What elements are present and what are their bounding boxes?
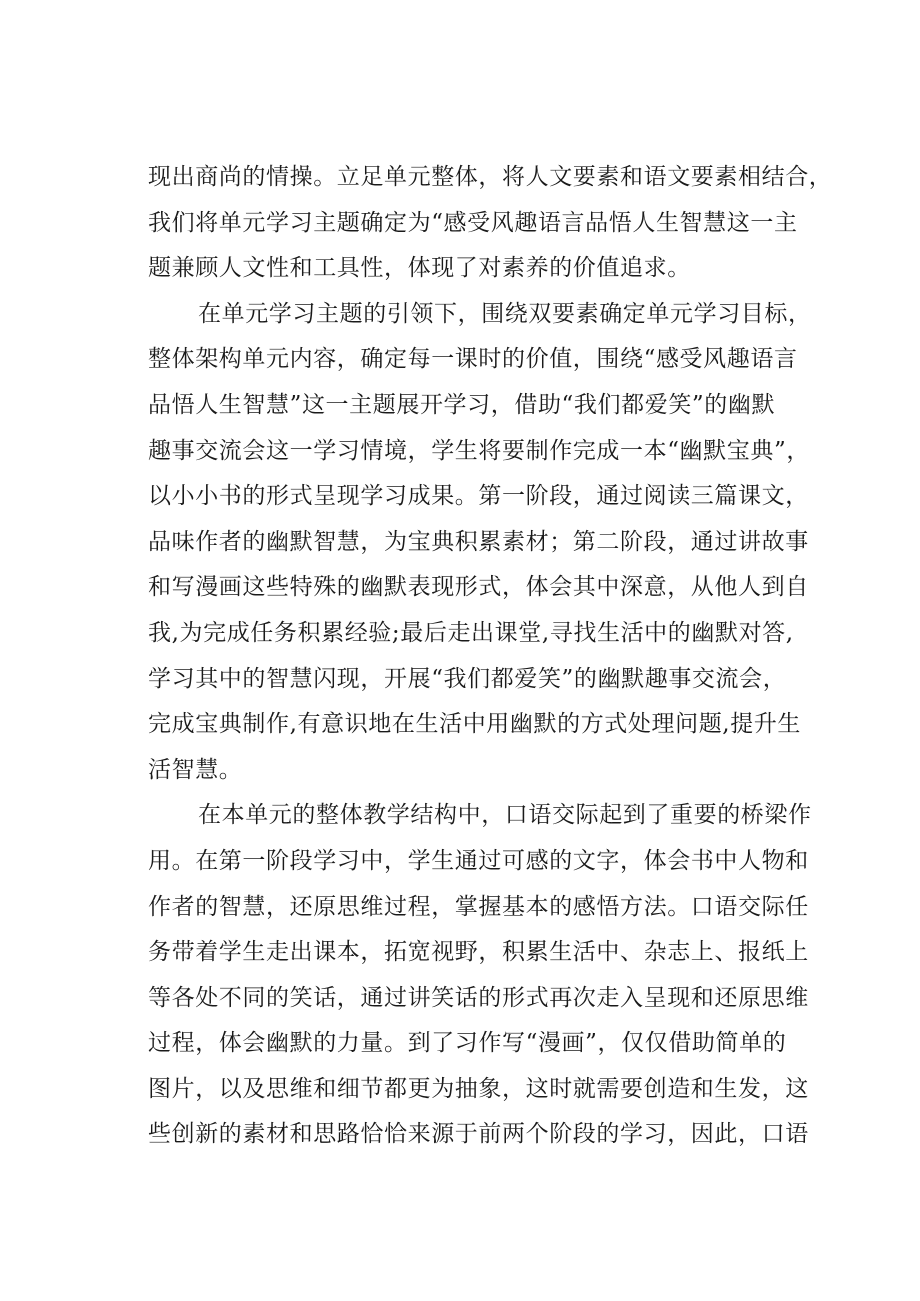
text-line: 些创新的素材和思路恰恰来源于前两个阶段的学习，因此，口语: [148, 1121, 809, 1148]
text-line: 品味作者的幽默智慧，为宝典积累素材；第二阶段，通过讲故事: [148, 528, 809, 555]
text-line: 等各处不同的笑话，通过讲笑话的形式再次走入呈现和还原思维: [148, 984, 809, 1011]
text-line: 我,为完成任务积累经验;最后走出课堂,寻找生活中的幽默对答,: [148, 619, 794, 646]
paragraph-3: [148, 793, 812, 1158]
paragraph-2: [148, 292, 812, 794]
text-line: 务带着学生走出课本，拓宽视野，积累生活中、杂志上、报纸上: [148, 939, 809, 966]
text-line: 学习其中的智慧闪现，开展“我们都爱笑”的幽默趣事交流会，: [148, 665, 787, 692]
text-line: 品悟人生智慧”这一主题展开学习，借助“我们都爱笑”的幽默: [148, 391, 776, 418]
text-line: 完成宝典制作,有意识地在生活中用幽默的方式处理问题,提升生: [148, 711, 802, 738]
text-line: 图片，以及思维和细节都更为抽象，这时就需要创造和生发，这: [148, 1075, 809, 1102]
text-line: 和写漫画这些特殊的幽默表现形式，体会其中深意，从他人到自: [148, 574, 809, 601]
text-line: 在本单元的整体教学结构中，口语交际起到了重要的桥梁作: [198, 802, 812, 829]
text-line: 作者的智慧，还原思维过程，掌握基本的感悟方法。口语交际任: [148, 893, 809, 920]
text-line: 用。在第一阶段学习中，学生通过可感的文字，体会书中人物和: [148, 847, 809, 874]
text-line: 趣事交流会这一学习情境，学生将要制作完成一本“幽默宝典”，: [148, 437, 810, 464]
text-line: 以小小书的形式呈现学习成果。第一阶段，通过阅读三篇课文，: [148, 483, 809, 510]
text-line: 活智慧。: [148, 756, 243, 783]
text-line: 题兼顾人文性和工具性，体现了对素养的价值追求。: [148, 255, 691, 282]
document-body: [148, 155, 833, 1158]
text-line: 整体架构单元内容，确定每一课时的价值，围绕“感受风趣语言: [148, 346, 798, 373]
text-line: 在单元学习主题的引领下，围绕双要素确定单元学习目标，: [198, 300, 812, 327]
paragraph-1: [148, 155, 833, 292]
text-line: 过程，体会幽默的力量。到了习作写“漫画”，仅仅借助简单的: [148, 1030, 787, 1057]
text-line: 现出商尚的情操。立足单元整体，将人文要素和语文要素相结合，: [148, 164, 833, 190]
text-line: 我们将单元学习主题确定为“感受风趣语言品悟人生智慧这一主: [148, 209, 798, 236]
